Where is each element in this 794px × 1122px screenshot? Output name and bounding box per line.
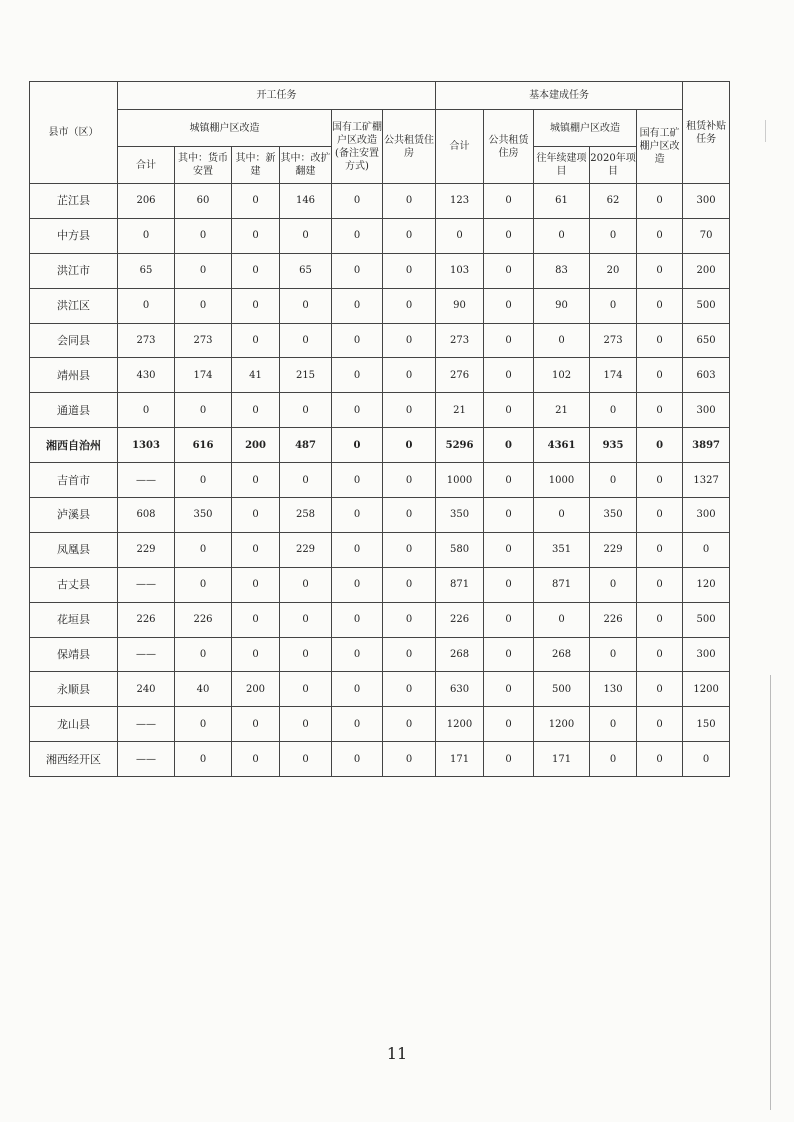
value-cell: 200 — [232, 428, 280, 463]
value-cell: 174 — [175, 358, 232, 393]
value-cell: 1200 — [436, 707, 484, 742]
value-cell: 0 — [637, 567, 683, 602]
value-cell: 0 — [332, 428, 383, 463]
value-cell: 1303 — [118, 428, 175, 463]
region-name-cell: 洪江区 — [30, 288, 118, 323]
value-cell: 0 — [280, 288, 332, 323]
region-name-cell: 湘西自治州 — [30, 428, 118, 463]
value-cell: 0 — [383, 498, 436, 533]
value-cell: 276 — [436, 358, 484, 393]
value-cell: 258 — [280, 498, 332, 533]
table-row — [30, 323, 730, 358]
value-cell: 0 — [534, 498, 590, 533]
value-cell: —— — [118, 707, 175, 742]
value-cell: 146 — [280, 184, 332, 219]
value-cell: 0 — [232, 707, 280, 742]
header-kg-rebuild: 其中：改扩翻建 — [280, 147, 332, 184]
value-cell: 0 — [637, 393, 683, 428]
value-cell: 0 — [332, 672, 383, 707]
value-cell: 0 — [232, 567, 280, 602]
region-name-cell: 永顺县 — [30, 672, 118, 707]
value-cell: 300 — [683, 184, 730, 219]
value-cell: 0 — [280, 637, 332, 672]
value-cell: 871 — [436, 567, 484, 602]
value-cell: 0 — [383, 672, 436, 707]
value-cell: 0 — [280, 707, 332, 742]
value-cell: 0 — [383, 218, 436, 253]
value-cell: 41 — [232, 358, 280, 393]
value-cell: 1000 — [436, 463, 484, 498]
value-cell: 0 — [534, 602, 590, 637]
scan-edge-line — [770, 675, 771, 1110]
value-cell: 0 — [332, 498, 383, 533]
value-cell: 0 — [232, 184, 280, 219]
value-cell: 120 — [683, 567, 730, 602]
value-cell: 616 — [175, 428, 232, 463]
value-cell: 300 — [683, 637, 730, 672]
header-jb-state: 国有工矿棚户区改造 — [637, 110, 683, 184]
value-cell: 0 — [280, 323, 332, 358]
value-cell: 0 — [232, 218, 280, 253]
value-cell: 150 — [683, 707, 730, 742]
value-cell: 0 — [332, 323, 383, 358]
header-kg-town: 城镇棚户区改造 — [118, 110, 332, 147]
value-cell: 0 — [332, 463, 383, 498]
value-cell: 21 — [436, 393, 484, 428]
value-cell: 0 — [637, 358, 683, 393]
value-cell: 0 — [484, 184, 534, 219]
region-name-cell: 洪江市 — [30, 253, 118, 288]
value-cell: 0 — [175, 393, 232, 428]
value-cell: 0 — [637, 707, 683, 742]
table-row — [30, 637, 730, 672]
value-cell: 0 — [383, 358, 436, 393]
value-cell: —— — [118, 742, 175, 777]
value-cell: 0 — [332, 742, 383, 777]
value-cell: 871 — [534, 567, 590, 602]
value-cell: 0 — [484, 323, 534, 358]
value-cell: —— — [118, 463, 175, 498]
value-cell: 0 — [637, 463, 683, 498]
value-cell: 603 — [683, 358, 730, 393]
value-cell: 0 — [175, 637, 232, 672]
value-cell: 0 — [232, 253, 280, 288]
value-cell: 0 — [484, 498, 534, 533]
value-cell: 0 — [484, 532, 534, 567]
value-cell: 0 — [175, 707, 232, 742]
value-cell: 1200 — [534, 707, 590, 742]
header-kg-total: 合计 — [118, 147, 175, 184]
value-cell: 0 — [332, 393, 383, 428]
value-cell: 0 — [383, 428, 436, 463]
value-cell: 430 — [118, 358, 175, 393]
value-cell: 0 — [590, 393, 637, 428]
value-cell: 0 — [484, 288, 534, 323]
value-cell: 1327 — [683, 463, 730, 498]
table-row — [30, 567, 730, 602]
value-cell: 0 — [383, 637, 436, 672]
value-cell: 0 — [383, 532, 436, 567]
value-cell: 580 — [436, 532, 484, 567]
value-cell: 0 — [118, 393, 175, 428]
value-cell: 240 — [118, 672, 175, 707]
value-cell: 0 — [590, 637, 637, 672]
region-name-cell: 芷江县 — [30, 184, 118, 219]
region-name-cell: 花垣县 — [30, 602, 118, 637]
header-kg-new: 其中：新建 — [232, 147, 280, 184]
table-row — [30, 602, 730, 637]
value-cell: 273 — [118, 323, 175, 358]
value-cell: 0 — [280, 218, 332, 253]
value-cell: 0 — [175, 463, 232, 498]
value-cell: 0 — [232, 532, 280, 567]
value-cell: 0 — [484, 742, 534, 777]
table-row — [30, 742, 730, 777]
table-row — [30, 393, 730, 428]
value-cell: 215 — [280, 358, 332, 393]
value-cell: 0 — [280, 672, 332, 707]
value-cell: 273 — [590, 323, 637, 358]
value-cell: 608 — [118, 498, 175, 533]
value-cell: 0 — [383, 184, 436, 219]
value-cell: 0 — [484, 567, 534, 602]
value-cell: 500 — [683, 288, 730, 323]
value-cell: 0 — [637, 637, 683, 672]
value-cell: 61 — [534, 184, 590, 219]
value-cell: 350 — [436, 498, 484, 533]
value-cell: 0 — [332, 288, 383, 323]
value-cell: 65 — [118, 253, 175, 288]
region-name-cell: 吉首市 — [30, 463, 118, 498]
value-cell: 0 — [280, 393, 332, 428]
value-cell: 350 — [175, 498, 232, 533]
value-cell: 171 — [534, 742, 590, 777]
value-cell: 62 — [590, 184, 637, 219]
value-cell: 0 — [332, 602, 383, 637]
value-cell: 0 — [232, 498, 280, 533]
value-cell: 0 — [637, 428, 683, 463]
value-cell: 0 — [232, 637, 280, 672]
table-row — [30, 498, 730, 533]
region-name-cell: 会同县 — [30, 323, 118, 358]
value-cell: 0 — [484, 428, 534, 463]
value-cell: 4361 — [534, 428, 590, 463]
value-cell: 0 — [484, 637, 534, 672]
table-row — [30, 707, 730, 742]
region-name-cell: 泸溪县 — [30, 498, 118, 533]
value-cell: 174 — [590, 358, 637, 393]
value-cell: 40 — [175, 672, 232, 707]
value-cell: 0 — [383, 602, 436, 637]
value-cell: 21 — [534, 393, 590, 428]
value-cell: 0 — [637, 184, 683, 219]
table-row — [30, 463, 730, 498]
header-jb-2020: 2020年项目 — [590, 147, 637, 184]
region-name-cell: 凤凰县 — [30, 532, 118, 567]
value-cell: 0 — [590, 742, 637, 777]
value-cell: 130 — [590, 672, 637, 707]
header-zulin: 租赁补贴任务 — [683, 82, 730, 184]
table-row — [30, 358, 730, 393]
value-cell: 0 — [637, 253, 683, 288]
value-cell: 0 — [175, 567, 232, 602]
value-cell: 0 — [484, 253, 534, 288]
table-row — [30, 288, 730, 323]
value-cell: 229 — [118, 532, 175, 567]
value-cell: 3897 — [683, 428, 730, 463]
value-cell: 0 — [280, 602, 332, 637]
value-cell: 0 — [280, 567, 332, 602]
value-cell: 0 — [484, 218, 534, 253]
value-cell: 200 — [232, 672, 280, 707]
value-cell: 0 — [175, 253, 232, 288]
value-cell: 226 — [175, 602, 232, 637]
header-jiben: 基本建成任务 — [436, 82, 683, 110]
value-cell: 0 — [175, 532, 232, 567]
value-cell: 0 — [332, 532, 383, 567]
value-cell: 0 — [683, 742, 730, 777]
value-cell: 0 — [383, 288, 436, 323]
value-cell: 0 — [534, 218, 590, 253]
value-cell: 90 — [436, 288, 484, 323]
value-cell: 20 — [590, 253, 637, 288]
value-cell: 650 — [683, 323, 730, 358]
value-cell: 268 — [436, 637, 484, 672]
value-cell: 0 — [332, 707, 383, 742]
value-cell: 0 — [590, 567, 637, 602]
header-jb-prev: 往年续建项目 — [534, 147, 590, 184]
value-cell: 0 — [232, 742, 280, 777]
value-cell: 70 — [683, 218, 730, 253]
value-cell: 0 — [332, 253, 383, 288]
value-cell: 1200 — [683, 672, 730, 707]
housing-task-table — [29, 81, 730, 777]
header-kg-state: 国有工矿棚户区改造(备注安置方式) — [332, 110, 383, 184]
table-row — [30, 253, 730, 288]
value-cell: 0 — [637, 672, 683, 707]
value-cell: 0 — [637, 742, 683, 777]
table-row — [30, 218, 730, 253]
value-cell: 273 — [175, 323, 232, 358]
value-cell: 630 — [436, 672, 484, 707]
region-name-cell: 龙山县 — [30, 707, 118, 742]
value-cell: 1000 — [534, 463, 590, 498]
value-cell: 0 — [484, 707, 534, 742]
region-name-cell: 古丈县 — [30, 567, 118, 602]
value-cell: 500 — [534, 672, 590, 707]
value-cell: 0 — [383, 707, 436, 742]
value-cell: 0 — [332, 567, 383, 602]
value-cell: 0 — [484, 672, 534, 707]
value-cell: 0 — [534, 323, 590, 358]
value-cell: 0 — [175, 742, 232, 777]
value-cell: 0 — [484, 463, 534, 498]
value-cell: 171 — [436, 742, 484, 777]
value-cell: 0 — [175, 288, 232, 323]
value-cell: 0 — [383, 463, 436, 498]
value-cell: 0 — [332, 637, 383, 672]
region-name-cell: 中方县 — [30, 218, 118, 253]
value-cell: 0 — [590, 463, 637, 498]
value-cell: 226 — [436, 602, 484, 637]
value-cell: 935 — [590, 428, 637, 463]
scan-edge-mark — [765, 120, 766, 142]
value-cell: 102 — [534, 358, 590, 393]
value-cell: 300 — [683, 393, 730, 428]
header-jb-public: 公共租赁住房 — [484, 110, 534, 184]
table-row — [30, 184, 730, 219]
header-region: 县市（区） — [30, 82, 118, 184]
value-cell: 0 — [484, 602, 534, 637]
value-cell: 0 — [383, 567, 436, 602]
value-cell: 0 — [280, 463, 332, 498]
value-cell: 0 — [232, 393, 280, 428]
value-cell: 5296 — [436, 428, 484, 463]
value-cell: 300 — [683, 498, 730, 533]
value-cell: 0 — [484, 393, 534, 428]
value-cell: 0 — [118, 218, 175, 253]
value-cell: 0 — [637, 218, 683, 253]
value-cell: 0 — [118, 288, 175, 323]
value-cell: 60 — [175, 184, 232, 219]
value-cell: 0 — [280, 742, 332, 777]
value-cell: 0 — [590, 218, 637, 253]
header-jb-total: 合计 — [436, 110, 484, 184]
page-number: 11 — [386, 1044, 408, 1063]
value-cell: 0 — [175, 218, 232, 253]
value-cell: 0 — [383, 393, 436, 428]
value-cell: 487 — [280, 428, 332, 463]
value-cell: 226 — [118, 602, 175, 637]
region-name-cell: 湘西经开区 — [30, 742, 118, 777]
table-row — [30, 672, 730, 707]
value-cell: 0 — [383, 742, 436, 777]
header-kaigong: 开工任务 — [118, 82, 436, 110]
value-cell: 0 — [232, 463, 280, 498]
value-cell: 350 — [590, 498, 637, 533]
value-cell: 0 — [637, 288, 683, 323]
value-cell: 0 — [484, 358, 534, 393]
value-cell: 500 — [683, 602, 730, 637]
value-cell: 200 — [683, 253, 730, 288]
value-cell: —— — [118, 567, 175, 602]
value-cell: 0 — [637, 602, 683, 637]
value-cell: 0 — [590, 707, 637, 742]
value-cell: 90 — [534, 288, 590, 323]
value-cell: 0 — [590, 288, 637, 323]
region-name-cell: 保靖县 — [30, 637, 118, 672]
table-row — [30, 532, 730, 567]
value-cell: 0 — [332, 218, 383, 253]
value-cell: 229 — [280, 532, 332, 567]
value-cell: 0 — [637, 323, 683, 358]
value-cell: 0 — [332, 358, 383, 393]
value-cell: 0 — [383, 253, 436, 288]
header-kg-public: 公共租赁住房 — [383, 110, 436, 184]
value-cell: 83 — [534, 253, 590, 288]
header-jb-town: 城镇棚户区改造 — [534, 110, 637, 147]
value-cell: 0 — [683, 532, 730, 567]
value-cell: 0 — [637, 532, 683, 567]
value-cell: 0 — [232, 602, 280, 637]
value-cell: 0 — [232, 288, 280, 323]
value-cell: 0 — [383, 323, 436, 358]
value-cell: 268 — [534, 637, 590, 672]
value-cell: —— — [118, 637, 175, 672]
table-row — [30, 428, 730, 463]
value-cell: 206 — [118, 184, 175, 219]
header-kg-cash: 其中：货币安置 — [175, 147, 232, 184]
value-cell: 351 — [534, 532, 590, 567]
region-name-cell: 靖州县 — [30, 358, 118, 393]
value-cell: 229 — [590, 532, 637, 567]
table-body — [30, 184, 730, 777]
value-cell: 0 — [637, 498, 683, 533]
value-cell: 0 — [232, 323, 280, 358]
value-cell: 65 — [280, 253, 332, 288]
value-cell: 103 — [436, 253, 484, 288]
value-cell: 0 — [332, 184, 383, 219]
region-name-cell: 通道县 — [30, 393, 118, 428]
value-cell: 226 — [590, 602, 637, 637]
value-cell: 0 — [436, 218, 484, 253]
value-cell: 123 — [436, 184, 484, 219]
value-cell: 273 — [436, 323, 484, 358]
